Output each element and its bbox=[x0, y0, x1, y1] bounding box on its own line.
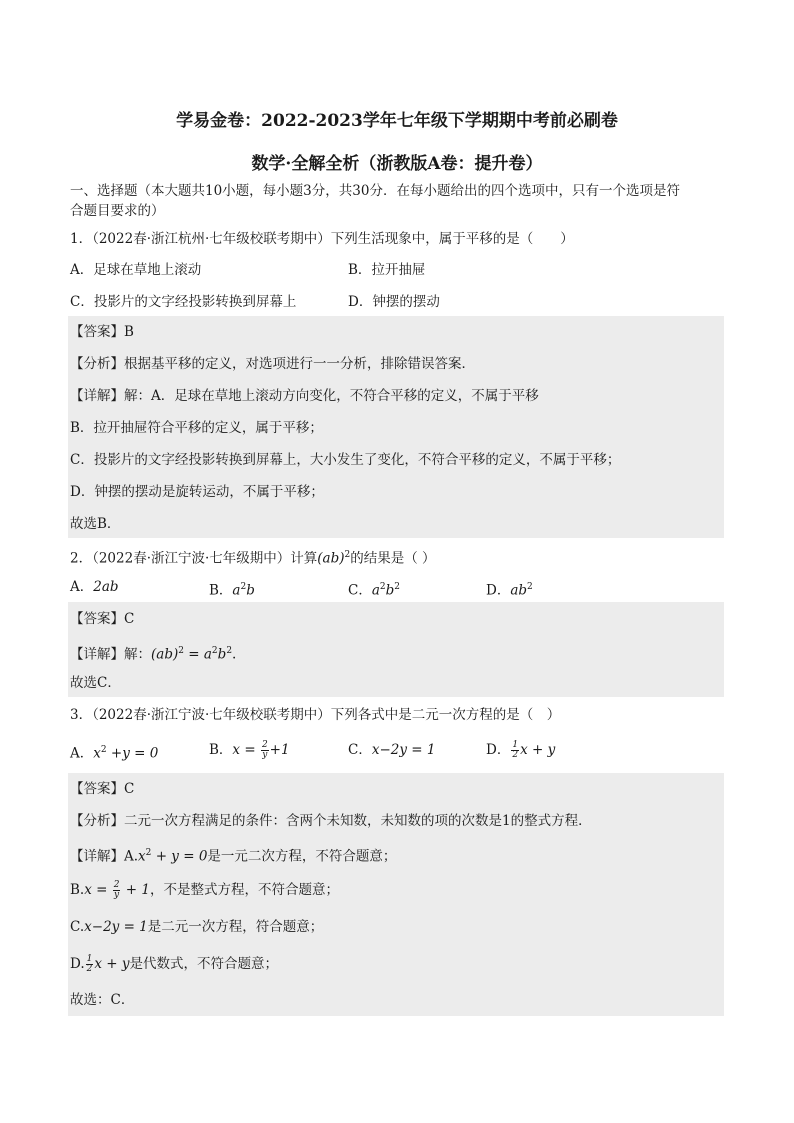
q3-option-a-rest: +y = 0 bbox=[106, 745, 159, 762]
q3-detail-a-text: 是一元二次方程，不符合题意； bbox=[207, 848, 397, 865]
q2-detail-prefix: 【详解】解： bbox=[70, 646, 151, 663]
q3-option-b-den: y bbox=[262, 750, 268, 760]
q3-detail-b-prefix: B. bbox=[70, 882, 85, 898]
q1-stem: 1．（2022春·浙江杭州·七年级校联考期中）下列生活现象中，属于平移的是（ ） bbox=[70, 231, 574, 247]
q3-detail-b-text: ，不是整式方程，不符合题意； bbox=[149, 882, 339, 898]
q2-option-a-expr: 2ab bbox=[93, 579, 119, 595]
q1-option-c: C．投影片的文字经投影转换到屏幕上 bbox=[70, 294, 297, 310]
q1-option-d: D．钟摆的摆动 bbox=[348, 294, 440, 310]
q1-analysis: 【分析】根据基平移的定义，对选项进行一一分析，排除错误答案． bbox=[70, 356, 475, 372]
q2-option-d-exp: 2 bbox=[527, 582, 533, 592]
q3-option-c-label: C． bbox=[348, 742, 372, 758]
q3-option-a-label: A． bbox=[70, 745, 94, 762]
q3-option-b-fraction bbox=[261, 741, 269, 760]
q3-option-b-rest: +1 bbox=[269, 742, 290, 758]
q2-detail-expr: (ab) bbox=[151, 646, 179, 663]
q3-conclusion: 故选：C． bbox=[70, 992, 135, 1008]
q3-detail-c-expr: x−2y = 1 bbox=[84, 919, 148, 935]
q1-detail-3: C．投影片的文字经投影转换到屏幕上，大小发生了变化，不符合平移的定义，不属于平移； bbox=[70, 452, 621, 468]
q3-option-a-x: x bbox=[93, 745, 101, 762]
q2-option-b-expr: a bbox=[232, 582, 241, 599]
q2-option-a bbox=[70, 577, 119, 597]
q1-answer: 【答案】B bbox=[70, 324, 134, 340]
q2-stem-expression: (ab) bbox=[317, 550, 345, 567]
q1-option-a: A．足球在草地上滚动 bbox=[70, 262, 202, 278]
q1-conclusion: 故选B． bbox=[70, 516, 121, 532]
q2-conclusion: 故选C． bbox=[70, 675, 121, 691]
q1-detail-1: 【详解】解：A．足球在草地上滚动方向变化，不符合平移的定义，不属于平移 bbox=[70, 388, 539, 404]
q3-stem: 3．（2022春·浙江宁波·七年级校联考期中）下列各式中是二元一次方程的是（ ） bbox=[70, 707, 561, 723]
q2-stem-exponent: 2 bbox=[344, 550, 351, 560]
q3-answer: 【答案】C bbox=[70, 781, 135, 797]
q3-option-d-rest: x + y bbox=[520, 742, 556, 758]
document-title: 学易金卷：2022-2023学年七年级下学期期中考前必刷卷 bbox=[176, 111, 618, 131]
q3-option-b bbox=[209, 740, 290, 760]
q3-detail-d-den: 2 bbox=[86, 964, 93, 974]
section-intro-line1: 一、选择题（本大题共10小题，每小题3分，共30分．在每小题给出的四个选项中，只有一个选项是符 bbox=[70, 183, 680, 199]
q2-detail-exp3: 2 bbox=[226, 646, 233, 656]
q3-option-a-exp: 2 bbox=[100, 745, 107, 755]
q2-detail-end: . bbox=[232, 646, 237, 663]
q2-option-b-label: B． bbox=[209, 582, 233, 599]
q3-detail-a-x: x bbox=[138, 848, 146, 865]
q1-detail-4: D．钟摆的摆动是旋转运动，不属于平移； bbox=[70, 484, 324, 500]
q3-detail-d-prefix: D. bbox=[70, 956, 85, 972]
q2-option-c-label: C． bbox=[348, 582, 372, 599]
q2-stem bbox=[70, 545, 436, 569]
q3-detail-a bbox=[70, 843, 396, 867]
q3-detail-b-rest: + 1 bbox=[121, 882, 150, 898]
q3-detail-c bbox=[70, 917, 323, 937]
q2-option-c-exp2: 2 bbox=[394, 582, 401, 592]
q3-detail-b-den: y bbox=[114, 890, 120, 900]
q2-option-b-tail: b bbox=[246, 582, 255, 599]
q3-detail-b-fraction bbox=[113, 881, 121, 900]
q3-option-c-expr: x−2y = 1 bbox=[371, 742, 436, 758]
q2-stem-suffix: 的结果是（ ） bbox=[350, 550, 436, 567]
q3-option-d-fraction bbox=[511, 741, 519, 760]
q1-option-b: B．拉开抽屉 bbox=[348, 262, 426, 278]
q2-detail bbox=[70, 641, 236, 665]
q2-option-d bbox=[486, 577, 533, 601]
q3-detail-b-lhs: x = bbox=[84, 882, 112, 898]
q3-detail-d bbox=[70, 954, 278, 974]
q3-option-d-den: 2 bbox=[512, 750, 519, 760]
q2-option-b bbox=[209, 577, 255, 601]
document-subtitle: 数学·全解全析（浙教版A卷：提升卷） bbox=[251, 154, 543, 174]
q3-detail-d-fraction bbox=[86, 955, 94, 974]
q1-detail-2: B．拉开抽屉符合平移的定义，属于平移； bbox=[70, 420, 323, 436]
q2-detail-exp2: 2 bbox=[211, 646, 218, 656]
q2-detail-eq: = a bbox=[183, 646, 212, 663]
q2-option-c-b: b bbox=[385, 582, 395, 599]
q3-option-c bbox=[348, 740, 435, 760]
q3-detail-a-rest: + y = 0 bbox=[151, 848, 208, 865]
q3-detail-c-prefix: C. bbox=[70, 919, 85, 935]
q2-option-a-label: A． bbox=[70, 579, 94, 595]
q3-option-d-label: D． bbox=[486, 742, 511, 758]
q3-option-b-lhs: x = bbox=[232, 742, 260, 758]
q3-detail-d-rest: x + y bbox=[94, 956, 130, 972]
q2-option-b-exp: 2 bbox=[240, 582, 247, 592]
q2-option-c-exp1: 2 bbox=[379, 582, 386, 592]
q3-option-d-num: 1 bbox=[512, 740, 519, 750]
section-intro-line2: 合题目要求的） bbox=[70, 203, 165, 219]
q3-detail-d-num: 1 bbox=[86, 954, 93, 964]
q3-detail-c-text: 是二元一次方程，符合题意； bbox=[147, 919, 324, 935]
q2-option-c-a: a bbox=[371, 582, 380, 599]
q3-detail-b bbox=[70, 880, 339, 900]
q2-stem-prefix: 2．（2022春·浙江宁波·七年级期中）计算 bbox=[70, 550, 318, 567]
q3-detail-a-exp: 2 bbox=[145, 848, 152, 858]
q3-detail-d-text: 是代数式，不符合题意； bbox=[129, 956, 279, 972]
q3-option-b-label: B． bbox=[209, 742, 233, 758]
q2-option-d-label: D． bbox=[486, 582, 511, 599]
q2-detail-b: b bbox=[217, 646, 227, 663]
q2-detail-exp: 2 bbox=[178, 646, 184, 656]
q3-analysis: 【分析】二元一次方程满足的条件：含两个未知数，未知数的项的次数是1的整式方程． bbox=[70, 813, 592, 829]
q3-detail-a-prefix: 【详解】A. bbox=[70, 848, 139, 865]
q3-detail-b-num: 2 bbox=[113, 880, 120, 890]
q2-option-c bbox=[348, 577, 400, 601]
q3-option-a bbox=[70, 740, 158, 764]
q2-option-d-expr: ab bbox=[510, 582, 528, 599]
q3-option-b-num: 2 bbox=[261, 740, 268, 750]
q2-answer: 【答案】C bbox=[70, 611, 135, 627]
q3-option-d bbox=[486, 740, 555, 760]
